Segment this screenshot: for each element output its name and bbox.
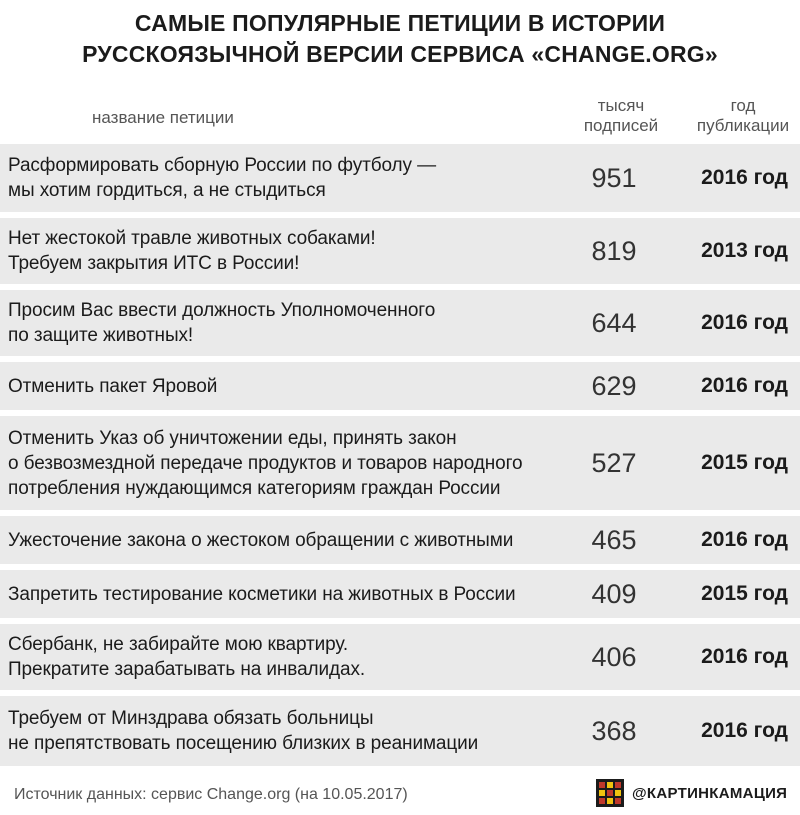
data-source: Источник данных: сервис Change.org (на 10.05.2017) xyxy=(14,786,408,803)
petition-name-line: Требуем закрытия ИТС в России! xyxy=(8,253,300,274)
header-signatures-line-1: тысяч xyxy=(597,96,645,115)
signatures-value: 527 xyxy=(591,447,637,478)
signatures-value: 368 xyxy=(591,715,637,746)
brand-logo-icon xyxy=(596,779,624,807)
table-row xyxy=(0,416,800,510)
petition-name xyxy=(8,290,568,356)
table-row xyxy=(0,144,800,212)
petition-name xyxy=(8,362,568,410)
petition-name xyxy=(8,144,568,212)
header-name: название петиции xyxy=(92,108,234,127)
petition-name-line: Сбербанк, не забирайте мою квартиру. xyxy=(8,634,349,655)
petition-name-line: Запретить тестирование косметики на животных в России xyxy=(8,583,516,605)
publication-year: 2016 год xyxy=(701,166,788,189)
table-row xyxy=(0,290,800,356)
petition-name xyxy=(8,696,568,766)
publication-year: 2015 год xyxy=(701,451,788,474)
title-line-1: САМЫЕ ПОПУЛЯРНЫЕ ПЕТИЦИИ В ИСТОРИИ xyxy=(134,10,666,36)
petition-name-line: Ужесточение закона о жестоком обращении с животными xyxy=(8,529,514,551)
publication-year: 2016 год xyxy=(701,645,788,668)
petition-name xyxy=(8,624,568,690)
table-header xyxy=(0,96,800,144)
publication-year: 2015 год xyxy=(701,582,788,605)
table-row xyxy=(0,362,800,410)
publication-year: 2016 год xyxy=(701,311,788,334)
title-line-2: РУССКОЯЗЫЧНОЙ ВЕРСИИ СЕРВИСА «CHANGE.ORG» xyxy=(82,41,718,67)
brand xyxy=(596,778,787,808)
page-title xyxy=(0,8,800,70)
petition-name-line: по защите животных! xyxy=(8,325,194,346)
petition-name-line: не препятствовать посещению близких в реанимации xyxy=(8,733,479,754)
petition-name-line: потребления нуждающимся категориям граждан России xyxy=(8,477,501,499)
petition-name-line: Просим Вас ввести должность Уполномоченного xyxy=(8,300,436,321)
signatures-value: 819 xyxy=(591,235,637,266)
table-row xyxy=(0,218,800,284)
publication-year: 2016 год xyxy=(701,528,788,551)
table-row xyxy=(0,624,800,690)
petition-name-line: Нет жестокой травле животных собаками! xyxy=(8,228,376,249)
table-row xyxy=(0,696,800,766)
petition-name-line: Отменить пакет Яровой xyxy=(8,375,218,397)
publication-year: 2013 год xyxy=(701,239,788,262)
table-row xyxy=(0,516,800,564)
petition-name xyxy=(8,416,568,510)
signatures-value: 409 xyxy=(591,578,637,609)
petition-name-line: о безвозмездной передаче продуктов и товаров народного xyxy=(8,452,523,474)
petition-name-line: Требуем от Минздрава обязать больницы xyxy=(8,708,374,729)
petition-name-line: Прекратите зарабатывать на инвалидах. xyxy=(8,659,366,680)
table-row xyxy=(0,570,800,618)
signatures-value: 629 xyxy=(591,370,637,401)
petition-name xyxy=(8,516,568,564)
header-signatures xyxy=(566,96,676,136)
petition-name xyxy=(8,570,568,618)
publication-year: 2016 год xyxy=(701,719,788,742)
signatures-value: 951 xyxy=(591,162,637,193)
petition-name-line: Отменить Указ об уничтожении еды, принять закон xyxy=(8,427,457,449)
petition-name-line: Расформировать сборную России по футболу — xyxy=(8,155,436,176)
signatures-value: 465 xyxy=(591,524,637,555)
brand-name: @КАРТИНКАМАЦИЯ xyxy=(632,784,788,802)
publication-year: 2016 год xyxy=(701,374,788,397)
header-year-line-1: год xyxy=(730,96,756,115)
header-year-line-2: публикации xyxy=(696,116,790,135)
header-year xyxy=(686,96,800,136)
signatures-value: 644 xyxy=(591,307,637,338)
petition-name xyxy=(8,218,568,284)
header-signatures-line-2: подписей xyxy=(583,116,659,135)
petition-name-line: мы хотим гордиться, а не стыдиться xyxy=(8,180,326,201)
signatures-value: 406 xyxy=(591,641,637,672)
